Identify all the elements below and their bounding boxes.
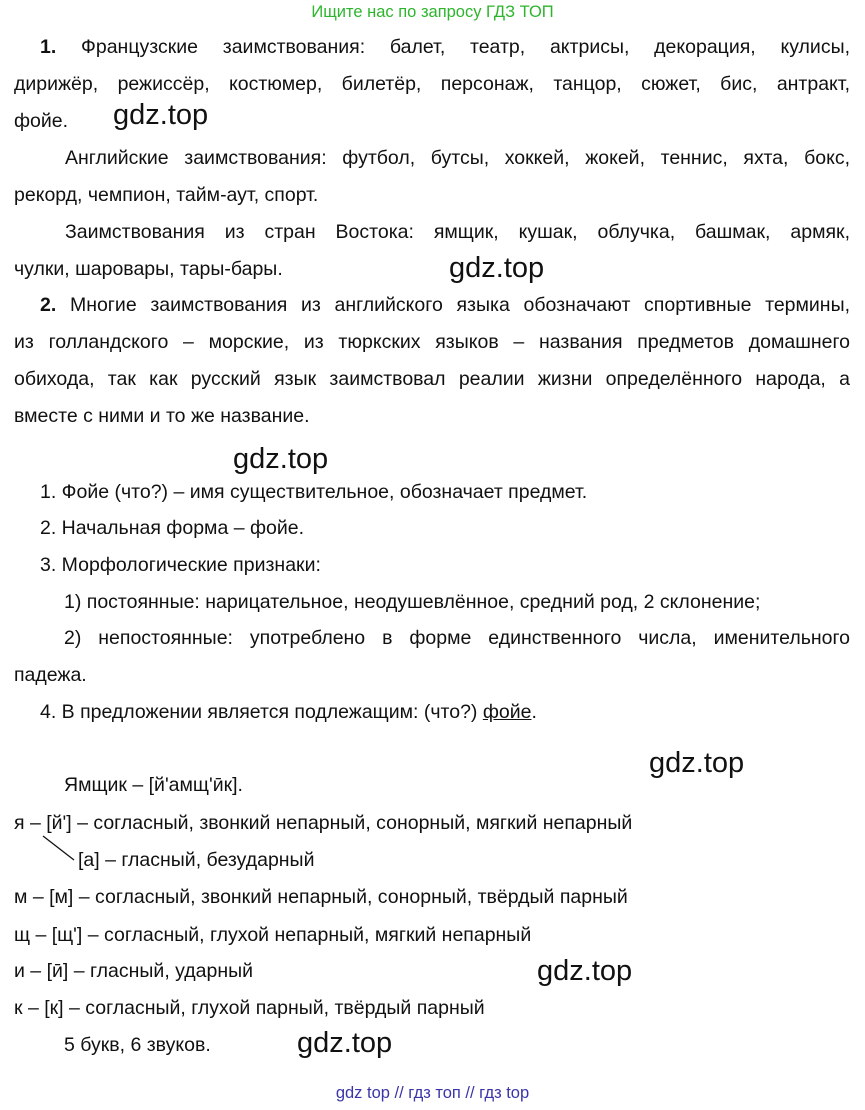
phonetic-total: 5 букв, 6 звуков.: [64, 1034, 211, 1056]
phonetic-ya-second-sound: [а] – гласный, безударный: [78, 849, 315, 871]
watermark: gdz.top: [113, 99, 209, 131]
branch-line-icon: [40, 834, 80, 864]
phonetic-i: и – [ӣ] – гласный, ударный: [14, 960, 253, 982]
task1-east-line1: Заимствования из стран Востока: ямщик, кушак, облучка, башмак, армяк,: [65, 221, 850, 243]
task2-line1: [14, 293, 850, 317]
morph-point3: 3. Морфологические признаки:: [40, 554, 321, 576]
watermark: gdz.top: [537, 955, 633, 987]
morph-point4: [40, 700, 537, 724]
phonetic-m: м – [м] – согласный, звонкий непарный, сонорный, твёрдый парный: [14, 886, 628, 908]
morph-point4-dot: .: [531, 701, 537, 723]
morph-point3-constant: 1) постоянные: нарицательное, неодушевлённое, средний род, 2 склонение;: [64, 591, 761, 613]
phonetic-k: к – [к] – согласный, глухой парный, твёрдый парный: [14, 997, 485, 1019]
task1-english-line2: рекорд, чемпион, тайм-аут, спорт.: [14, 184, 319, 206]
footer-links: gdz top // гдз топ // гдз top: [335, 1084, 530, 1102]
task1-number: 1.: [40, 36, 57, 58]
task1-french-text1: Французские заимствования: балет, театр, актрисы, декорация, кулисы,: [81, 36, 851, 58]
task2-line4: вместе с ними и то же название.: [14, 405, 310, 427]
watermark: gdz.top: [649, 747, 745, 779]
morph-point3-variable-line2: падежа.: [14, 664, 87, 686]
header-banner: Ищите нас по запросу ГДЗ ТОП: [311, 3, 554, 21]
task1-french-line2: дирижёр, режиссёр, костюмер, билетёр, персонаж, танцор, сюжет, бис, антракт,: [14, 73, 850, 95]
task1-east-line2: чулки, шаровары, тары-бары.: [14, 258, 283, 280]
phonetic-sch: щ – [щ'] – согласный, глухой непарный, мягкий непарный: [14, 924, 532, 946]
phonetic-ya: я – [й'] – согласный, звонкий непарный, сонорный, мягкий непарный: [14, 812, 633, 834]
watermark: gdz.top: [233, 443, 329, 475]
morph-point4-subject: фойе: [482, 701, 532, 723]
task1-french-line1: [14, 35, 850, 59]
watermark: gdz.top: [449, 252, 545, 284]
task2-text1: Многие заимствования из английского языка обозначают спортивные термины,: [69, 294, 851, 316]
task2-line2: из голландского – морские, из тюркских языков – названия предметов домашнего: [14, 331, 850, 353]
morph-point3-variable-line1: 2) непостоянные: употреблено в форме единственного числа, именительного: [64, 627, 850, 649]
morph-point1: 1. Фойе (что?) – имя существительное, обозначает предмет.: [40, 481, 588, 503]
task1-french-line3: фойе.: [14, 110, 69, 132]
morph-point2: 2. Начальная форма – фойе.: [40, 517, 305, 539]
task2-number: 2.: [40, 294, 57, 316]
morph-point4-text: 4. В предложении является подлежащим: (что?): [40, 701, 483, 723]
phonetic-word: Ямщик – [й'амщ'ӣк].: [64, 774, 243, 796]
task1-english-line1: Английские заимствования: футбол, бутсы, хоккей, жокей, теннис, яхта, бокс,: [65, 147, 850, 169]
task2-line3: обихода, так как русский язык заимствовал реалии жизни определённого народа, а: [14, 368, 850, 390]
watermark: gdz.top: [297, 1027, 393, 1059]
